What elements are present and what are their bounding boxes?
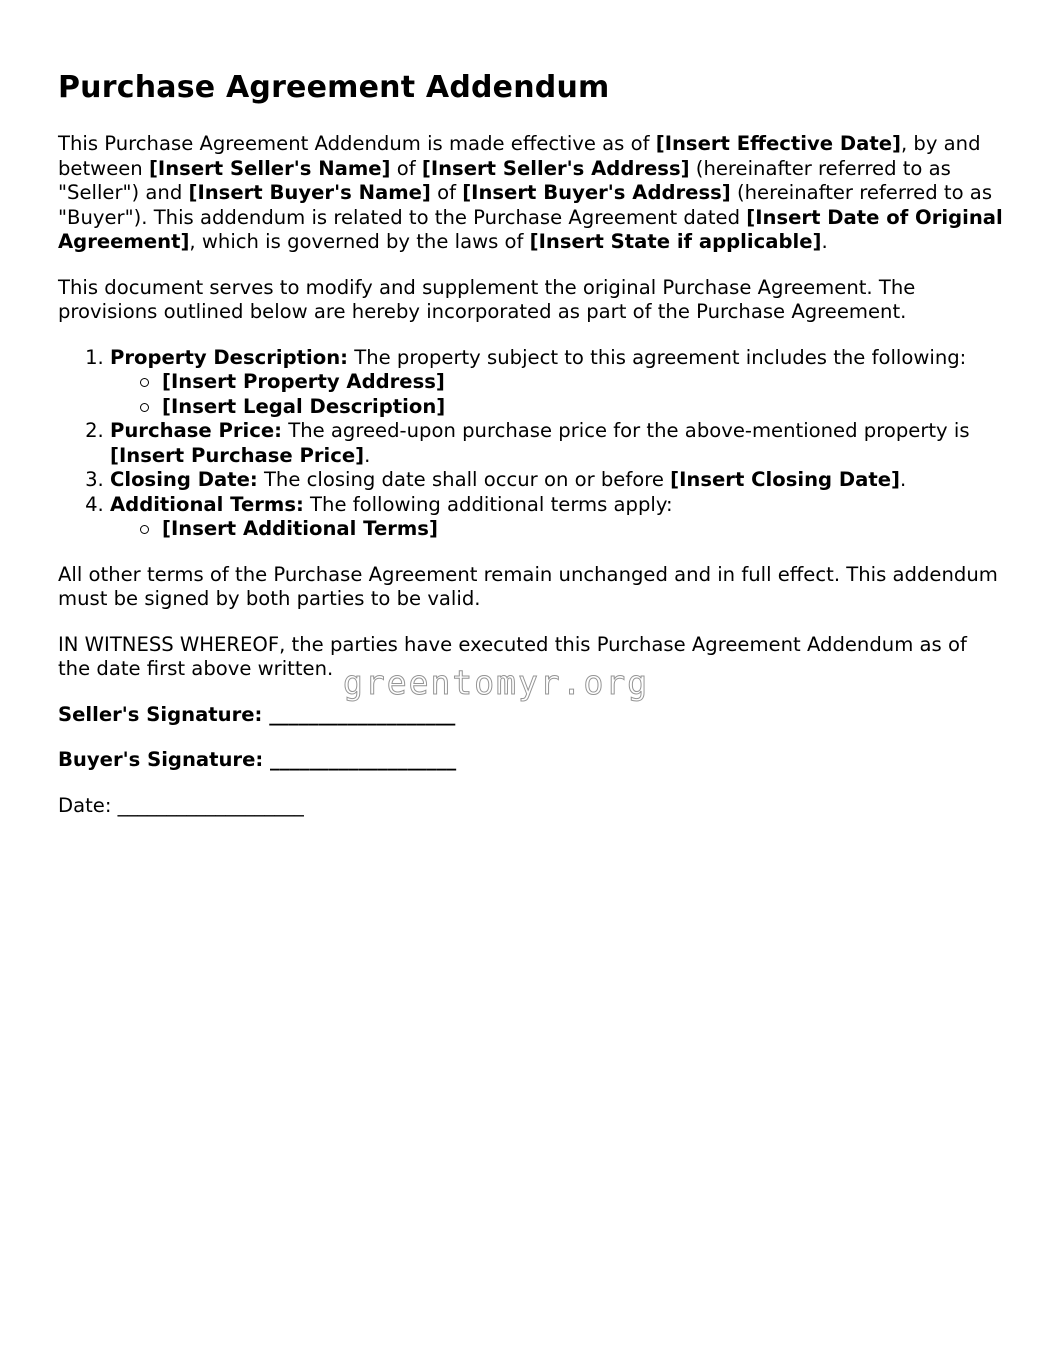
date-line: Date: ___________________ [58, 793, 304, 817]
seller-name-placeholder: [Insert Seller's Name] [148, 156, 391, 180]
item-label: Purchase Price: [110, 419, 283, 442]
effective-date-placeholder: [Insert Effective Date] [655, 132, 901, 155]
buyer-name-placeholder: [Insert Buyer's Name] [188, 181, 431, 204]
additional-terms-placeholder: [Insert Additional Terms] [162, 517, 438, 540]
list-item [110, 468, 1003, 493]
item-label: Closing Date: [110, 468, 258, 491]
intro-text: , which is governed by the laws of [189, 230, 530, 253]
list-item [110, 346, 1003, 420]
intro-text: , by and between [58, 132, 981, 180]
seller-signature-line [58, 703, 1003, 728]
buyer-address-placeholder: [Insert Buyer's Address] [462, 181, 731, 204]
seller-address-placeholder: [Insert Seller's Address] [421, 156, 690, 180]
sub-list [110, 370, 1003, 419]
item-label: Property Description: [110, 345, 348, 369]
sub-list [110, 517, 1003, 542]
sub-list-item [162, 370, 1003, 395]
item-text: . [899, 468, 907, 491]
state-placeholder: [Insert State if applicable] [529, 230, 822, 253]
witness-paragraph: IN WITNESS WHEREOF, the parties have executed this Purchase Agreement Addendum as of the date first above written. [58, 632, 967, 680]
provisions-list [58, 346, 1003, 542]
watermark: greentomyr.org [343, 663, 650, 702]
document-page [58, 70, 1003, 839]
item-label: Additional Terms: [110, 492, 304, 516]
intro-paragraph [58, 132, 1003, 255]
intro-text: of [430, 181, 463, 204]
property-address-placeholder: [Insert Property Address] [162, 370, 445, 393]
item-text: . [364, 443, 371, 467]
item-text: The property subject to this agreement includes the following: [348, 345, 967, 369]
intro-text: . [821, 230, 828, 253]
intro-text: This Purchase Agreement Addendum is made effective as of [58, 132, 656, 155]
legal-description-placeholder: [Insert Legal Description] [162, 394, 446, 418]
other-terms-paragraph: All other terms of the Purchase Agreement remain unchanged and in full effect. This addendum must be signed by both parties to be valid. [58, 562, 998, 610]
intro-text: (hereinafter referred to as "Seller") and [58, 156, 951, 204]
item-text: The closing date shall occur on or before [257, 468, 671, 491]
purchase-price-placeholder: [Insert Purchase Price] [110, 443, 365, 467]
list-item [110, 419, 1003, 468]
document-title: Purchase Agreement Addendum [58, 70, 610, 105]
closing-date-placeholder: [Insert Closing Date] [670, 468, 900, 491]
buyer-signature-label: Buyer's Signature: ___________________ [58, 748, 457, 771]
list-item [110, 493, 1003, 542]
seller-signature-label: Seller's Signature: ___________________ [58, 702, 456, 726]
item-text: The following additional terms apply: [303, 492, 673, 516]
item-text: The agreed-upon purchase price for the above-mentioned property is [282, 419, 970, 442]
sub-list-item [162, 517, 1003, 542]
sub-list-item [162, 395, 1003, 420]
purpose-paragraph: This document serves to modify and supplement the original Purchase Agreement. The provisions outlined below are hereby incorporated as part of the Purchase Agreement. [58, 275, 916, 323]
intro-text: of [390, 156, 422, 180]
intro-text: (hereinafter referred to as "Buyer"). This addendum is related to the Purchase Agreement dated [58, 181, 993, 229]
original-agreement-date-placeholder: [Insert Date of Original Agreement] [58, 205, 1003, 253]
buyer-signature-line [58, 748, 1003, 773]
